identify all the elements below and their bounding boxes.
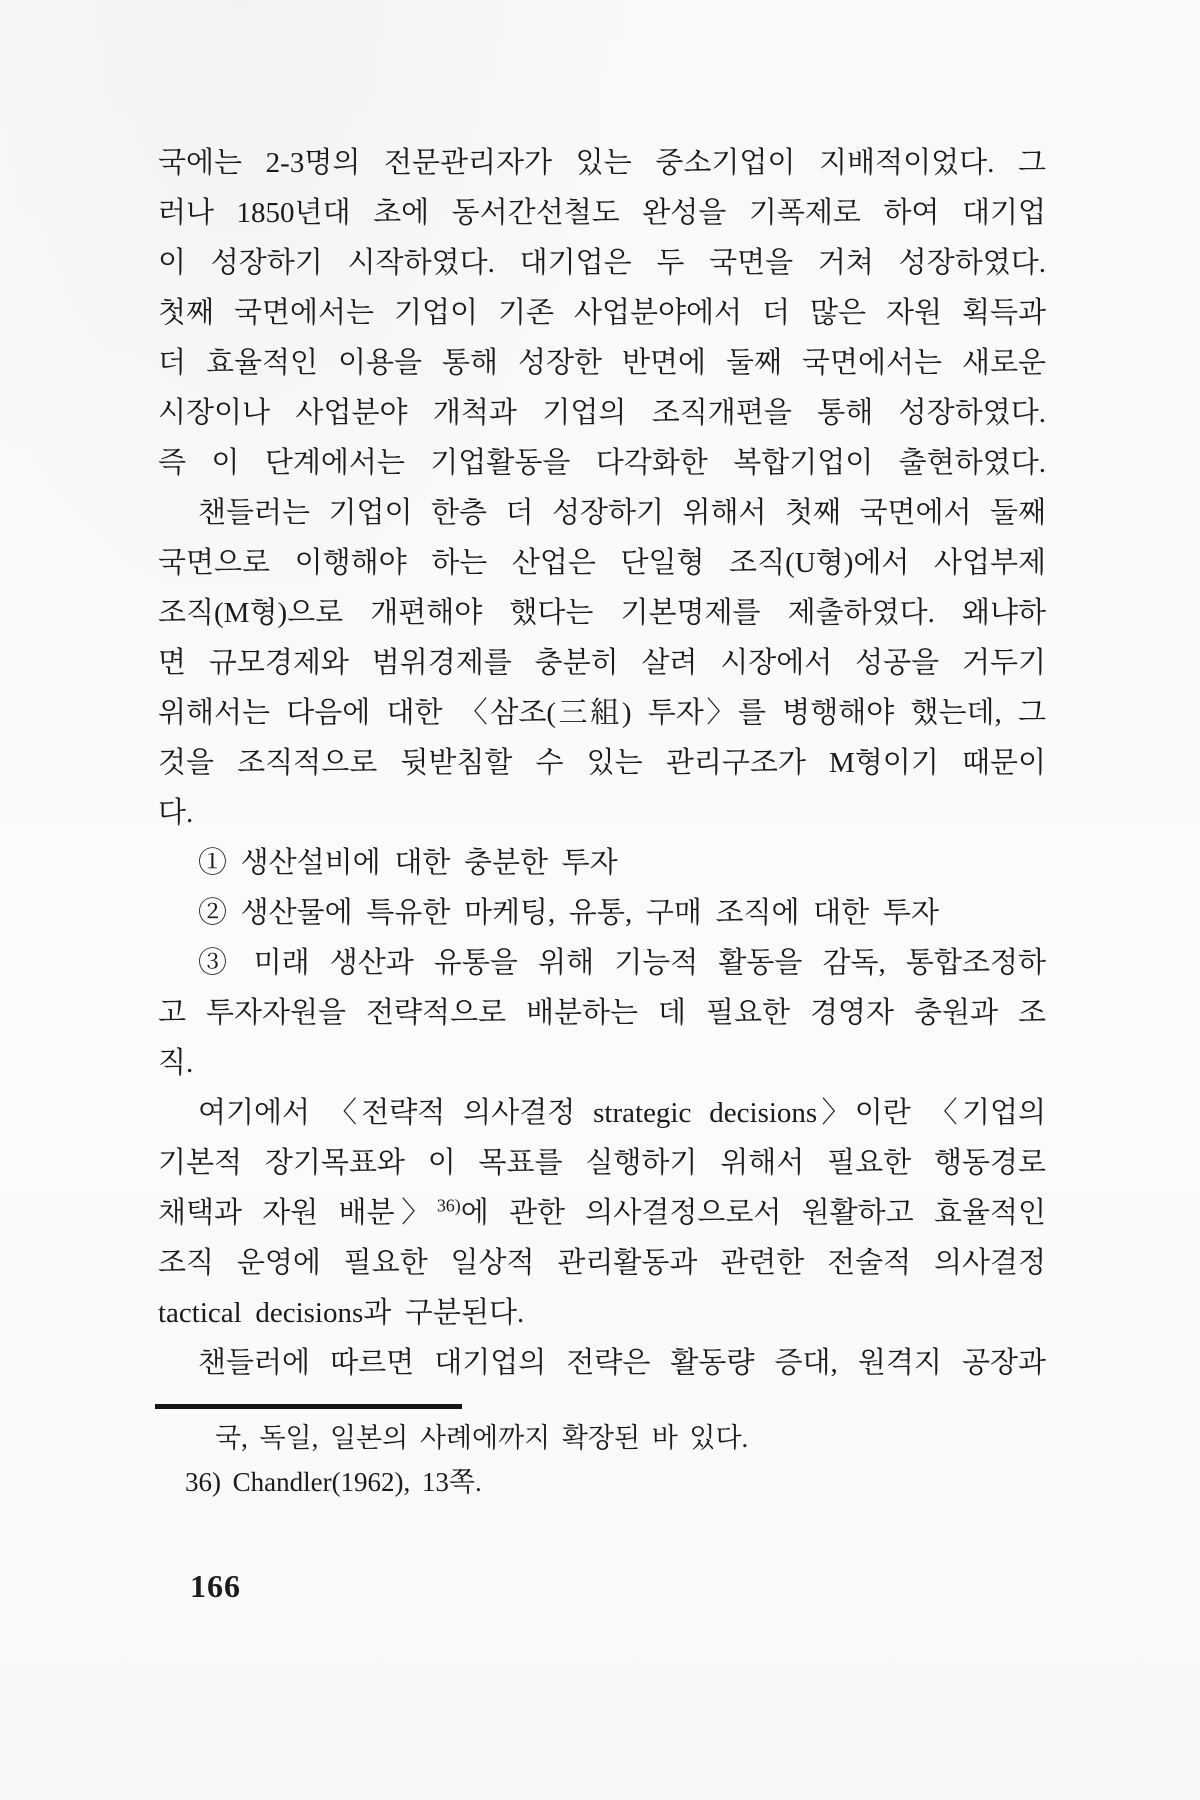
list-item-1 bbox=[158, 838, 1046, 888]
text-line bbox=[158, 438, 1046, 488]
text-line bbox=[158, 1138, 1046, 1188]
text-line bbox=[158, 188, 1046, 238]
footnote-continuation: 국, 독일, 일본의 사례에까지 확장된 바 있다. bbox=[215, 1423, 749, 1453]
text-line-content: 챈들러에 따르면 대기업의 전략은 활동량 증대, 원격지 공장과 bbox=[198, 1347, 1046, 1379]
text-line-content: 여기에서 〈전략적 의사결정 strategic decisions〉이란 〈기업의 bbox=[198, 1097, 1046, 1129]
list-item-2 bbox=[158, 888, 1046, 938]
body-text bbox=[158, 138, 1046, 1388]
text-line-content: ① 생산설비에 대한 충분한 투자 bbox=[198, 847, 618, 879]
text-line-content: 채택과 자원 배분〉 bbox=[158, 1197, 437, 1229]
text-line-content: 다. bbox=[158, 797, 194, 829]
text-line-content: 첫째 국면에서는 기업이 기존 사업분야에서 더 많은 자원 획득과 bbox=[158, 297, 1046, 329]
text-line bbox=[158, 1188, 1046, 1238]
text-line bbox=[158, 988, 1046, 1038]
text-line bbox=[158, 688, 1046, 738]
text-line bbox=[158, 1088, 1046, 1138]
text-line-content: 직. bbox=[158, 1047, 194, 1079]
text-line bbox=[158, 338, 1046, 388]
text-line bbox=[158, 1338, 1046, 1388]
text-line bbox=[158, 1038, 1046, 1088]
text-line bbox=[158, 1288, 1046, 1338]
text-line-content: 러나 1850년대 초에 동서간선철도 완성을 기폭제로 하여 대기업 bbox=[158, 197, 1046, 229]
text-line-content: 고 투자자원을 전략적으로 배분하는 데 필요한 경영자 충원과 조 bbox=[158, 997, 1046, 1029]
text-line bbox=[158, 138, 1046, 188]
text-line-content: 이 성장하기 시작하였다. 대기업은 두 국면을 거쳐 성장하였다. bbox=[158, 247, 1046, 279]
text-line-content: 기본적 장기목표와 이 목표를 실행하기 위해서 필요한 행동경로 bbox=[158, 1147, 1046, 1179]
text-line-content: 시장이나 사업분야 개척과 기업의 조직개편을 통해 성장하였다. bbox=[158, 397, 1046, 429]
list-item-3 bbox=[158, 938, 1046, 988]
text-line-content: 챈들러는 기업이 한층 더 성장하기 위해서 첫째 국면에서 둘째 bbox=[198, 497, 1046, 529]
page-number: 166 bbox=[190, 1568, 241, 1604]
text-line-content: ③ 미래 생산과 유통을 위해 기능적 활동을 감독, 통합조정하 bbox=[198, 947, 1046, 979]
footnote-block bbox=[185, 1416, 1045, 1504]
text-line bbox=[158, 588, 1046, 638]
footnote-reference-36: 36) bbox=[436, 1195, 461, 1216]
text-line bbox=[158, 388, 1046, 438]
text-line bbox=[158, 288, 1046, 338]
text-line-content: 위해서는 다음에 대한 〈삼조(三組) 투자〉를 병행해야 했는데, 그 bbox=[158, 697, 1046, 729]
text-line-content: 것을 조직적으로 뒷받침할 수 있는 관리구조가 M형이기 때문이 bbox=[158, 747, 1046, 779]
footnote-entry-36: 36) Chandler(1962), 13쪽. bbox=[185, 1467, 482, 1497]
text-line-content: 국면으로 이행해야 하는 산업은 단일형 조직(U형)에서 사업부제 bbox=[158, 547, 1046, 579]
text-line bbox=[158, 488, 1046, 538]
text-line bbox=[158, 788, 1046, 838]
text-line-content: ② 생산물에 특유한 마케팅, 유통, 구매 조직에 대한 투자 bbox=[198, 897, 939, 929]
text-line-content: 더 효율적인 이용을 통해 성장한 반면에 둘째 국면에서는 새로운 bbox=[158, 347, 1046, 379]
text-line-content: 면 규모경제와 범위경제를 충분히 살려 시장에서 성공을 거두기 bbox=[158, 647, 1046, 679]
text-line-content: 조직(M형)으로 개편해야 했다는 기본명제를 제출하였다. 왜냐하 bbox=[158, 597, 1046, 629]
text-line-content: 즉 이 단계에서는 기업활동을 다각화한 복합기업이 출현하였다. bbox=[158, 447, 1046, 479]
text-line bbox=[158, 1238, 1046, 1288]
text-line-content: 국에는 2-3명의 전문관리자가 있는 중소기업이 지배적이었다. 그 bbox=[158, 147, 1046, 179]
text-line bbox=[158, 538, 1046, 588]
text-line-content: tactical decisions과 구분된다. bbox=[158, 1297, 525, 1329]
text-line-content: 에 관한 의사결정으로서 원활하고 효율적인 bbox=[460, 1197, 1046, 1229]
text-line bbox=[158, 638, 1046, 688]
text-line bbox=[158, 738, 1046, 788]
text-line bbox=[158, 238, 1046, 288]
footnote-separator bbox=[155, 1404, 462, 1409]
text-line-content: 조직 운영에 필요한 일상적 관리활동과 관련한 전술적 의사결정 bbox=[158, 1247, 1046, 1279]
